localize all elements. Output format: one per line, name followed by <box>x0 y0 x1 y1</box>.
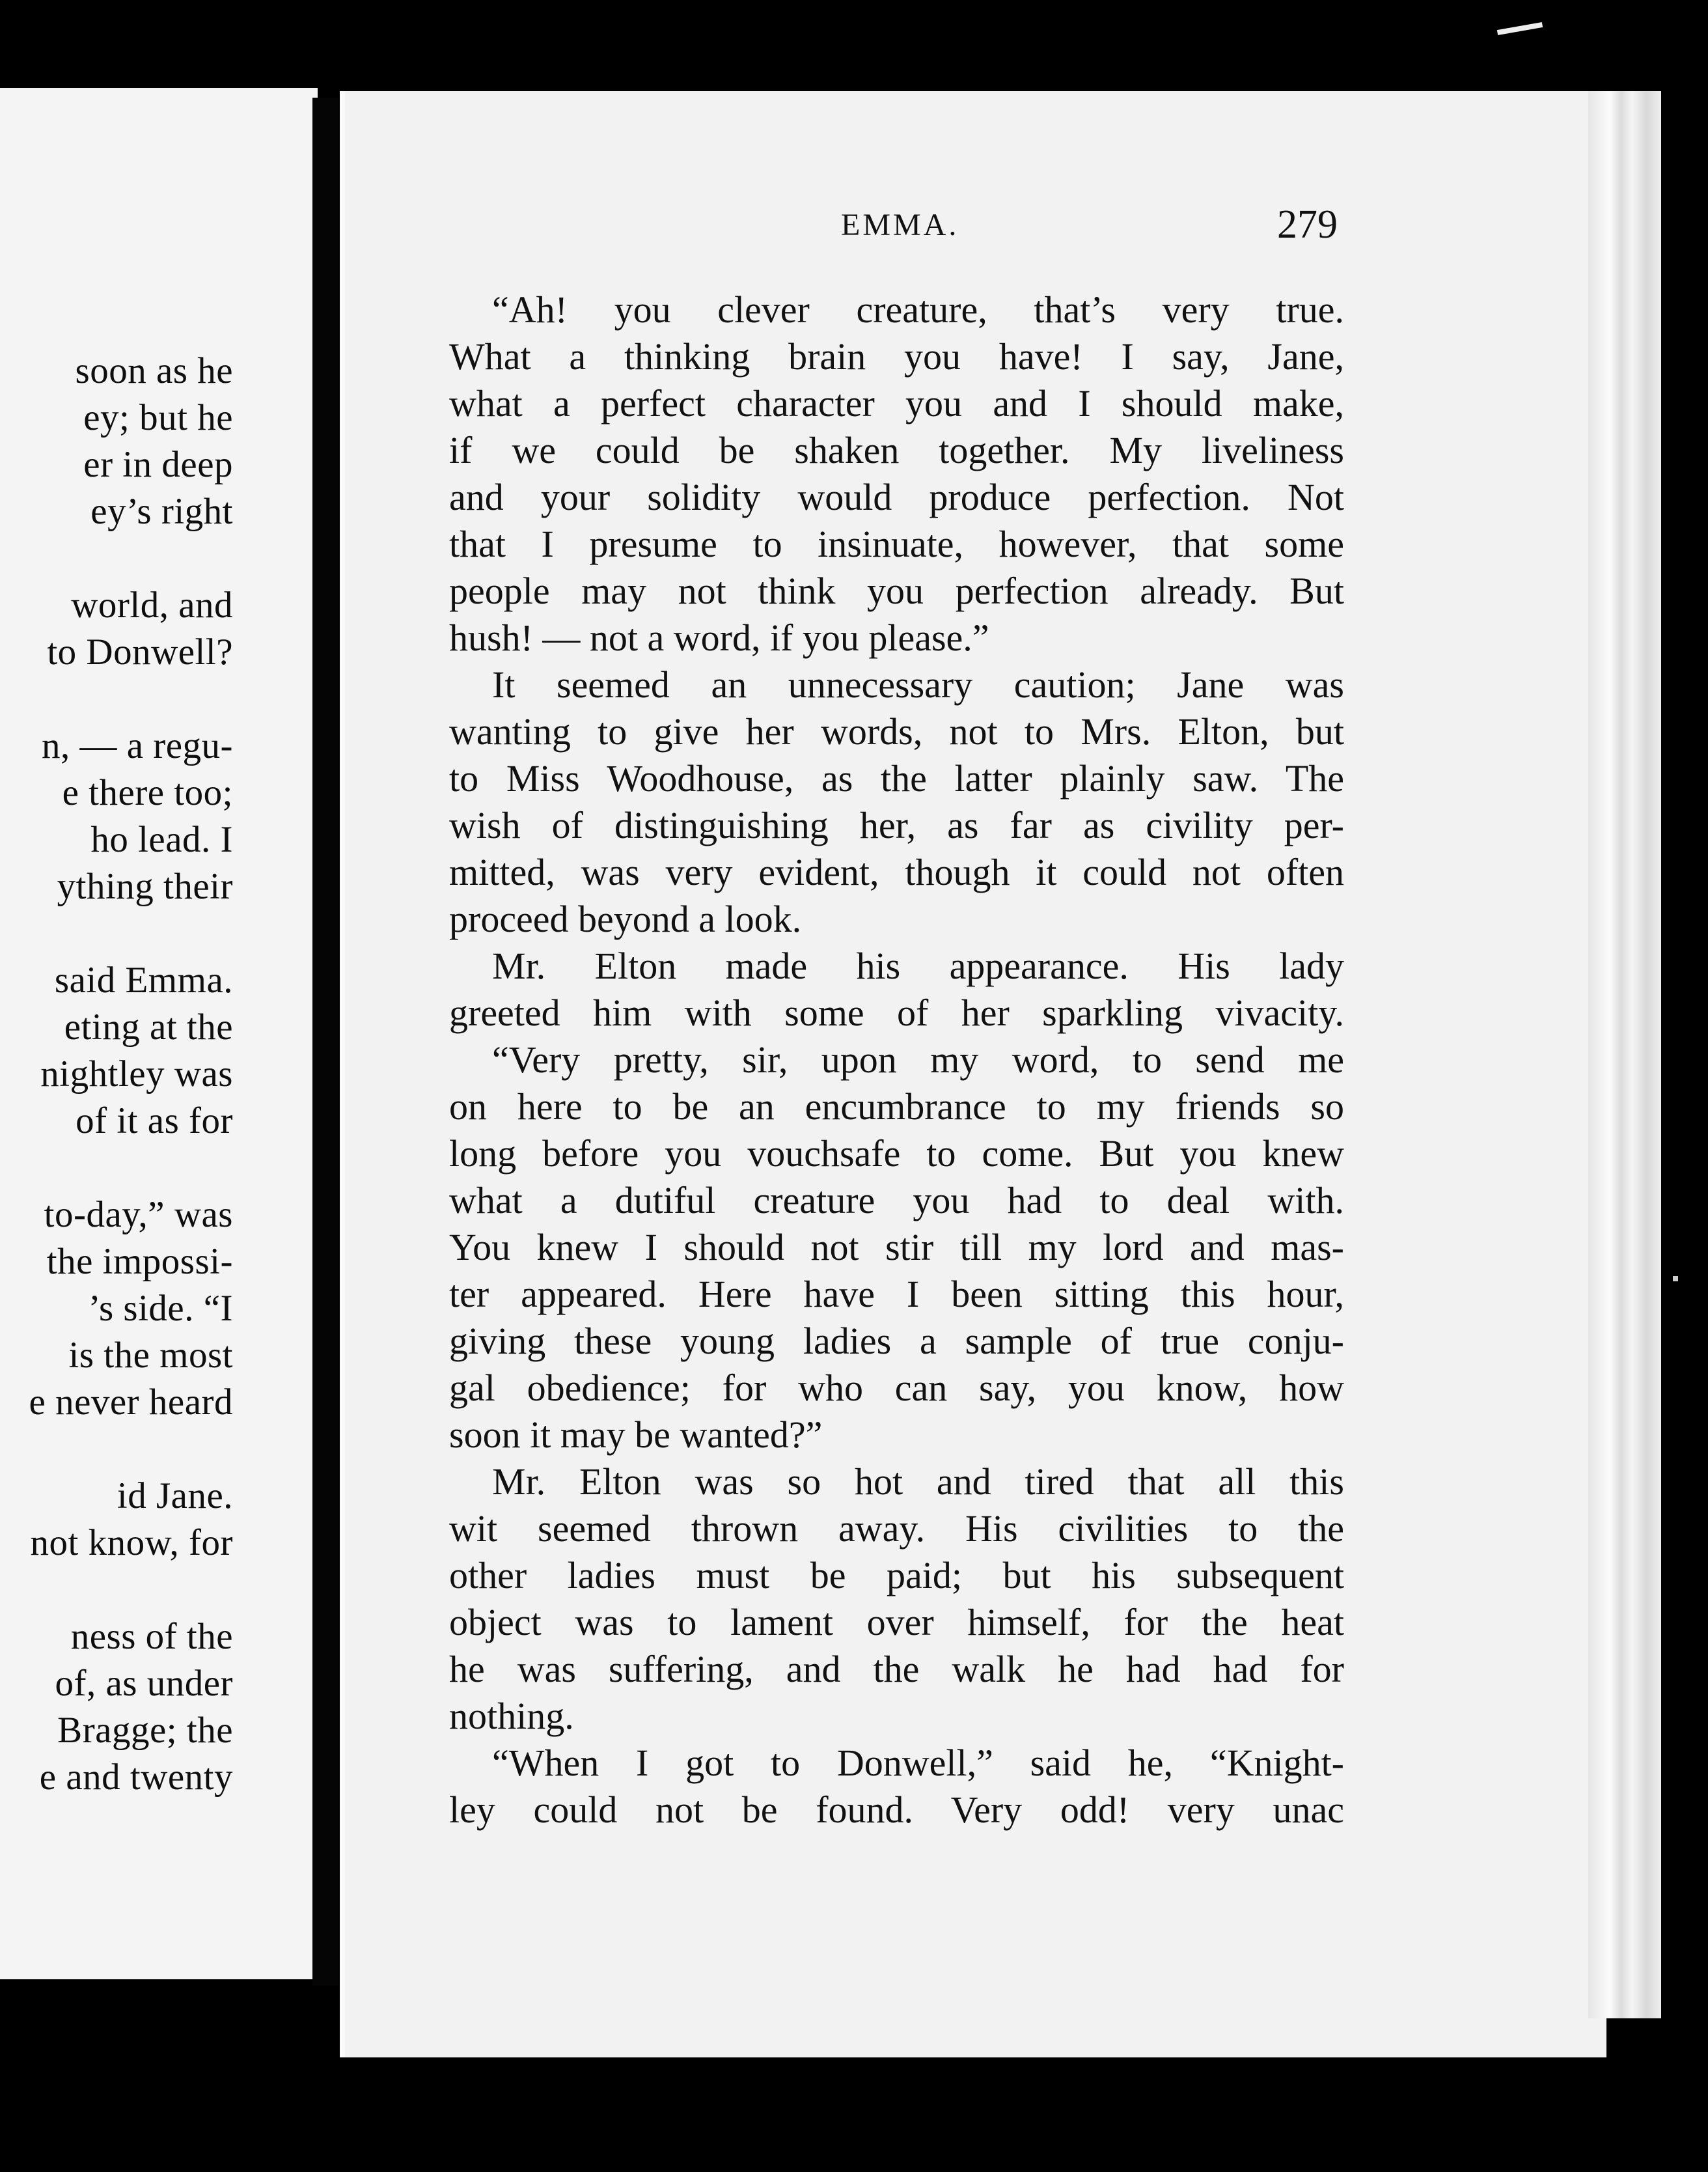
text-line: if we could be shaken together. My liveliness <box>449 429 1344 471</box>
text-line: proceed beyond a look. <box>449 898 802 940</box>
left-line: ey; but he <box>83 397 233 438</box>
text-line: nothing. <box>449 1695 574 1737</box>
left-line: Bragge; the <box>57 1710 233 1751</box>
text-line: and your solidity would produce perfection. Not <box>449 476 1344 518</box>
left-line: of it as for <box>76 1100 233 1141</box>
left-line: nightley was <box>40 1053 233 1094</box>
text-line: object was to lament over himself, for the heat <box>449 1601 1344 1643</box>
text-line: people may not think you perfection already. But <box>449 570 1344 612</box>
left-line: ey’s right <box>90 491 233 532</box>
left-line: e never heard <box>29 1382 233 1423</box>
text-line: Mr. Elton made his appearance. His lady <box>492 945 1344 987</box>
text-line: “Very pretty, sir, upon my word, to send me <box>492 1038 1344 1081</box>
text-line: Mr. Elton was so hot and tired that all this <box>492 1460 1344 1503</box>
scan-mark <box>1673 1276 1678 1281</box>
text-line: other ladies must be paid; but his subsequent <box>449 1554 1344 1596</box>
left-line: the impossi- <box>46 1241 233 1282</box>
text-line: hush! — not a word, if you please.” <box>449 617 989 659</box>
text-line: “When I got to Donwell,” said he, “Knight- <box>492 1742 1344 1784</box>
left-line: n, — a regu- <box>41 725 233 766</box>
text-line: greeted him with some of her sparkling vivacity. <box>449 992 1344 1034</box>
left-line: er in deep <box>83 444 233 485</box>
text-line: ley could not be found. Very odd! very unac <box>449 1789 1344 1831</box>
text-line: long before you vouchsafe to come. But you knew <box>449 1132 1344 1175</box>
left-line: id Jane. <box>117 1475 233 1516</box>
page-header <box>0 202 1708 259</box>
text-line: what a dutiful creature you had to deal with. <box>449 1179 1344 1221</box>
left-page <box>0 88 318 1979</box>
body-text <box>449 286 1344 1833</box>
running-title: EMMA. <box>841 208 959 242</box>
left-line: ness of the <box>70 1616 233 1657</box>
text-line: giving these young ladies a sample of true conju- <box>449 1320 1344 1362</box>
left-line: ’s side. “I <box>88 1288 233 1329</box>
page-edge <box>1588 91 1661 2018</box>
text-line: that I presume to insinuate, however, that some <box>449 523 1344 565</box>
page-number: 279 <box>1277 202 1338 247</box>
text-line: wanting to give her words, not to Mrs. Elton, but <box>449 710 1344 753</box>
text-line: wit seemed thrown away. His civilities to the <box>449 1507 1344 1550</box>
left-line: e and twenty <box>39 1757 233 1798</box>
text-line: soon it may be wanted?” <box>449 1413 823 1456</box>
left-line: world, and <box>71 585 233 626</box>
text-line: he was suffering, and the walk he had had for <box>449 1648 1344 1690</box>
left-line: to-day,” was <box>44 1194 233 1235</box>
text-line: mitted, was very evident, though it could not often <box>449 851 1344 893</box>
left-line: soon as he <box>75 350 233 391</box>
text-line: gal obedience; for who can say, you know, how <box>449 1367 1344 1409</box>
left-line: of, as under <box>55 1663 233 1704</box>
text-line: You knew I should not stir till my lord and mas- <box>449 1226 1344 1268</box>
text-line: “Ah! you clever creature, that’s very true. <box>492 288 1344 331</box>
left-line: to Donwell? <box>47 632 233 673</box>
text-line: It seemed an unnecessary caution; Jane was <box>492 663 1344 706</box>
left-line: not know, for <box>30 1522 233 1563</box>
left-line: ho lead. I <box>90 819 233 860</box>
text-line: ter appeared. Here have I been sitting this hour, <box>449 1273 1344 1315</box>
left-line: e there too; <box>62 772 233 813</box>
text-line: wish of distinguishing her, as far as civility per- <box>449 804 1344 846</box>
left-line: eting at the <box>64 1007 233 1048</box>
left-line: said Emma. <box>54 960 233 1001</box>
book-gutter <box>312 98 338 1986</box>
left-line: ything their <box>57 866 233 907</box>
text-line: what a perfect character you and I should make, <box>449 382 1344 425</box>
text-line: to Miss Woodhouse, as the latter plainly saw. The <box>449 757 1344 800</box>
scan-mark <box>1497 22 1543 35</box>
text-line: on here to be an encumbrance to my friends so <box>449 1085 1344 1128</box>
left-line: is the most <box>68 1335 233 1376</box>
text-line: What a thinking brain you have! I say, Jane, <box>449 335 1344 378</box>
